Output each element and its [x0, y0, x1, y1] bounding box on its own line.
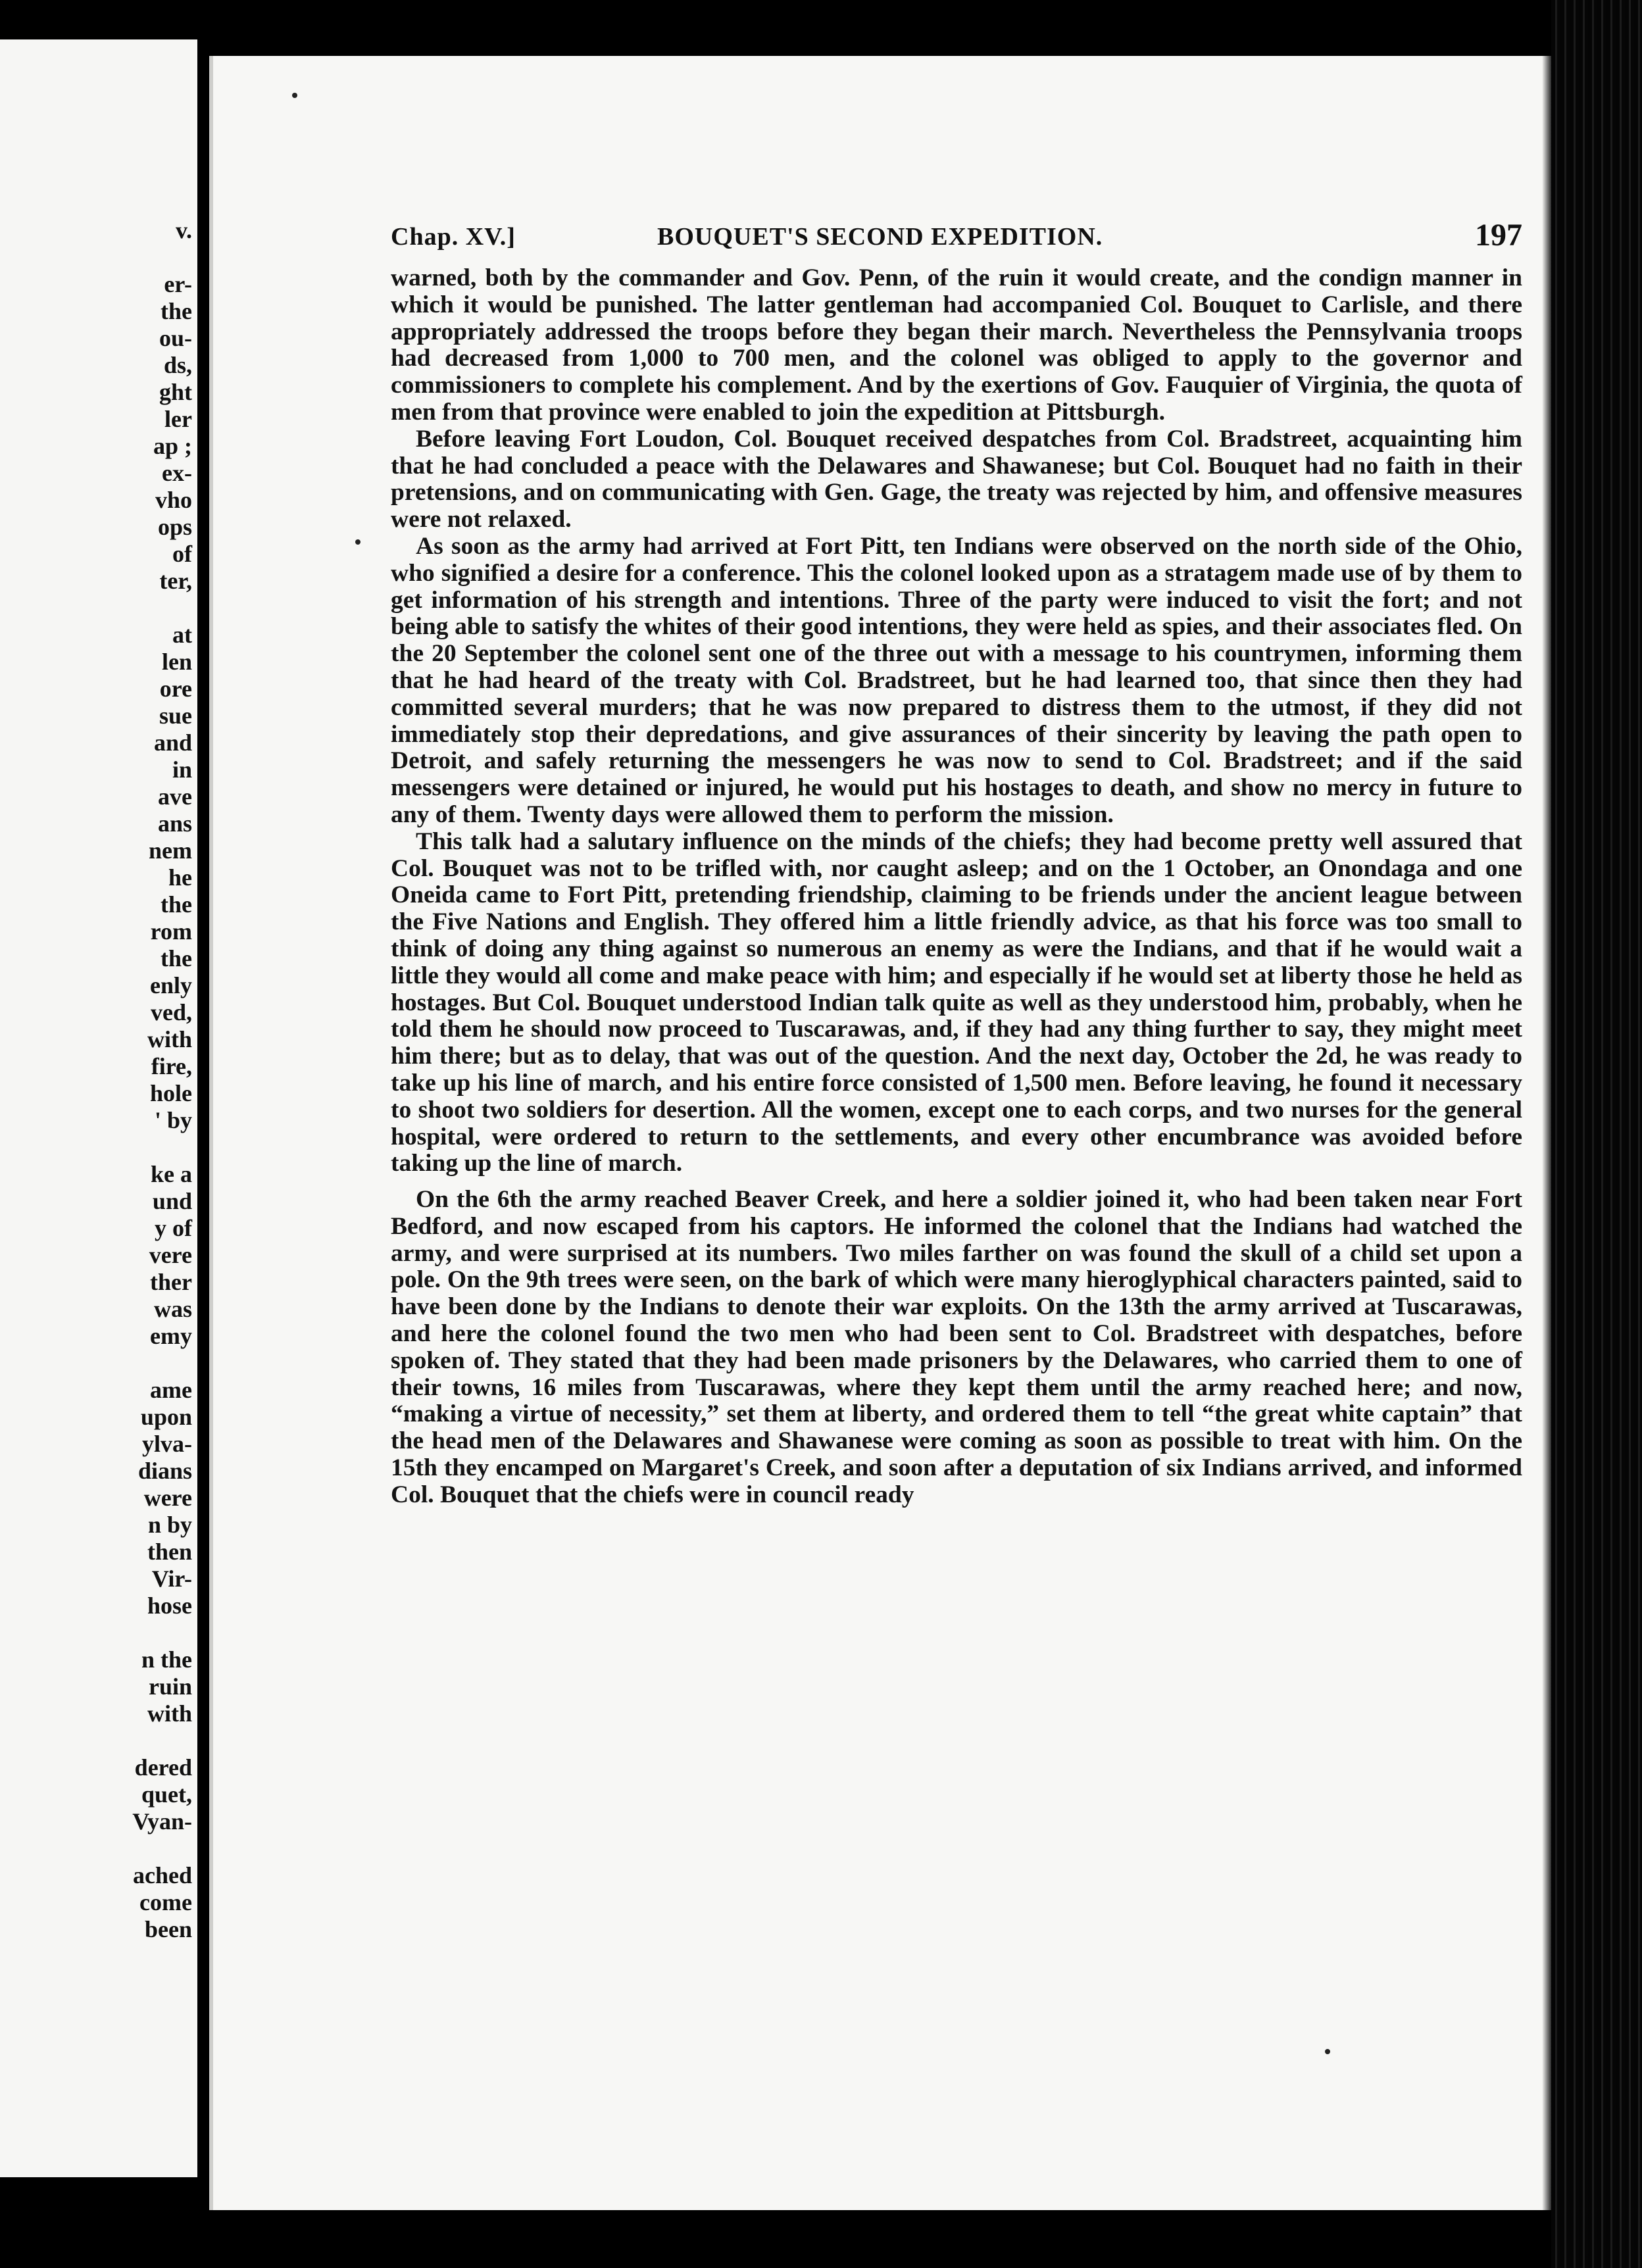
book-edge — [1551, 0, 1642, 2268]
speck-mark — [355, 539, 361, 545]
paragraph: warned, both by the commander and Gov. Penn, of the ruin it would create, and the condign manner in which it would be punished. The latter gentleman had accompanied Col. Bouquet to Carlisle, and there appropriately addressed the troops before they began their march. Nevertheless the Pennsylvania troops had decreased from 1,000 to 700 men, and the colonel was obliged to apply to the governor and commissioners to complete his complement. And by the exertions of Gov. Fauquier of Virginia, the quota of men from that province were enabled to join the expedition at Pittsburgh. — [391, 264, 1522, 426]
left-page-fragment: ler — [164, 406, 192, 432]
left-page-fragment: the — [161, 891, 192, 918]
left-page-fragment: ans — [157, 810, 192, 837]
left-page-fragment: ght — [159, 379, 192, 405]
left-page-fragment: n the — [141, 1646, 192, 1673]
left-page-fragment: were — [143, 1485, 192, 1511]
left-page-fragment — [47, 1619, 192, 1646]
left-page-fragment: enly — [149, 972, 192, 998]
left-page-fragment: ame — [150, 1377, 192, 1403]
running-title: BOUQUET'S SECOND EXPEDITION. — [657, 223, 1103, 251]
speck-mark — [1325, 2049, 1330, 2054]
left-page-fragment: ex- — [162, 460, 192, 486]
left-page-fragment: with — [147, 1700, 192, 1727]
left-page-fragment: he — [168, 864, 192, 891]
left-page-fragment: n by — [147, 1512, 192, 1538]
left-page-fragment: emy — [150, 1323, 192, 1349]
left-page-fragment: ter, — [159, 568, 192, 594]
left-page-fragment: ved, — [151, 999, 192, 1025]
left-page-fragment: ' by — [154, 1107, 192, 1133]
left-page-fragment: sue — [159, 703, 192, 729]
left-page-fragment — [47, 1134, 192, 1161]
left-page-fragment: vho — [155, 487, 192, 513]
left-page-fragment: ruin — [148, 1673, 192, 1700]
left-page-fragment: and — [153, 729, 192, 756]
left-page-fragment: v. — [175, 217, 192, 243]
left-page-fragment: ther — [150, 1269, 192, 1295]
left-page-fragment: dians — [137, 1458, 192, 1484]
left-page-fragment: then — [147, 1539, 192, 1565]
left-page-fragment: upon — [140, 1404, 192, 1430]
left-page-fragment: hose — [147, 1592, 192, 1619]
left-page — [0, 39, 197, 2177]
page-number: 197 — [1475, 218, 1522, 253]
left-page-fragment: with — [147, 1026, 192, 1052]
left-page-fragment: come — [139, 1889, 192, 1915]
left-page-fragment: nem — [149, 837, 192, 864]
left-page-fragment: y of — [155, 1215, 192, 1241]
paragraph: As soon as the army had arrived at Fort Pitt, ten Indians were observed on the north side of the Ohio, who signified a desire for a conference. This the colonel looked upon as a stratagem made use of by them to get information of his strength and intentions. Three of the party were induced to visit the fort; and not being able to satisfy the whites of their good intentions, they were held as spies, and their associates fled. On the 20 September the colonel sent one of the three out with a message to his countrymen, informing them that he had heard of the treaty with Col. Bradstreet, but he had learned too, that since then they had committed several murders; that he was now prepared to distress them to the utmost, if they did not immediately stop their depredations, and give assurances of their sincerity by leaving the path open to Detroit, and safely returning the messengers he was now to send to Col. Bradstreet; and if the said messengers were detained or injured, he would put his hostages to death, and show no mercy in future to any of them. Twenty days were allowed them to perform the mission. — [391, 532, 1522, 828]
left-page-fragment: been — [145, 1916, 192, 1942]
left-page-fragment — [47, 1835, 192, 1862]
left-page-fragment: ylva- — [142, 1431, 192, 1457]
chapter-label: Chap. XV.] — [391, 223, 516, 251]
left-page-fragment: the — [161, 298, 192, 324]
left-page-fragment: ds, — [163, 352, 192, 378]
left-page-fragment: at — [172, 622, 192, 648]
left-page-fragment: und — [152, 1188, 192, 1214]
paragraph: Before leaving Fort Loudon, Col. Bouquet received despatches from Col. Bradstreet, acquainting him that he had concluded a peace with the Delawares and Shawanese; but Col. Bouquet had no faith in their pretensions, and on communicating with Gen. Gage, the treaty was rejected by him, and offensive measures were not relaxed. — [391, 425, 1522, 533]
left-page-fragment: ops — [157, 514, 192, 540]
left-page-fragment — [47, 244, 192, 271]
running-header — [391, 217, 1522, 257]
left-page-fragment: fire, — [151, 1053, 192, 1079]
left-page-fragment: er- — [164, 271, 192, 297]
body-text — [391, 265, 1522, 1509]
paragraph: This talk had a salutary influence on the minds of the chiefs; they had become pretty well assured that Col. Bouquet was not to be trifled with, nor caught asleep; and on the 1 October, an Onondaga and one Oneida came to Fort Pitt, pretending friendship, claiming to be friends under the ancient league between the Five Nations and English. They offered him a little friendly advice, as that his force was too small to think of doing any thing against so numerous an enemy as were the Indians, and that if he would wait a little they would all come and make peace with him; and especially if he would set at liberty those he held as hostages. But Col. Bouquet understood Indian talk quite as well as they understood him, probably, when he told them he should now proceed to Tuscarawas, and, if they had any thing further to say, they might meet him there; but as to delay, that was out of the question. And the next day, October the 2d, he was ready to take up his line of march, and his entire force consisted of 1,500 men. Before leaving, he found it necessary to shoot two soldiers for desertion. All the women, except one to each corps, and two nurses for the general hospital, were ordered to return to the settlements, and every other encumbrance was avoided before taking up the line of march. — [391, 827, 1522, 1177]
left-page-fragment: ached — [133, 1862, 192, 1888]
left-page-fragment: the — [161, 945, 192, 972]
left-page-fragment: of — [172, 541, 192, 567]
left-page-fragment: quet, — [141, 1781, 192, 1808]
left-page-fragment: in — [172, 756, 192, 783]
left-page-fragment: ap ; — [153, 433, 192, 459]
main-page — [209, 56, 1551, 2210]
speck-mark — [292, 93, 297, 98]
left-page-fragment: rom — [150, 918, 192, 945]
paragraph: On the 6th the army reached Beaver Creek, and here a soldier joined it, who had been taken near Fort Bedford, and now escaped from his captors. He informed the colonel that the Indians had watched the army, and were surprised at its numbers. Two miles farther on was found the skull of a child set upon a pole. On the 9th trees were seen, on the bark of which were many hieroglyphical characters painted, said to have been done by the Indians to denote their war exploits. On the 13th the army arrived at Tuscarawas, and here the colonel found the two men who had been sent to Col. Bradstreet with despatches, before spoken of. They stated that they had been made prisoners by the Delawares, who carried them to one of their towns, 16 miles from Tuscarawas, where they kept them until the army reached here; and now, “making a virtue of necessity,” set them at liberty, and ordered them to tell “the great white captain” that the head men of the Delawares and Shawanese were coming as soon as possible to treat with him. On the 15th they encamped on Margaret's Creek, and soon after a deputation of six Indians arrived, and informed Col. Bouquet that the chiefs were in council ready — [391, 1186, 1522, 1508]
left-page-fragment — [47, 1350, 192, 1377]
left-page-fragment — [47, 1727, 192, 1754]
left-page-fragment: dered — [134, 1754, 192, 1781]
left-page-fragment: was — [153, 1296, 192, 1322]
left-page-fragment: vere — [149, 1242, 192, 1268]
left-page-fragment: len — [161, 649, 192, 675]
left-page-fragment: ore — [159, 676, 192, 702]
left-page-fragment: ke a — [151, 1161, 192, 1187]
left-page-fragment: ave — [158, 783, 192, 810]
left-page-fragment — [47, 595, 192, 622]
left-page-fragment: hole — [149, 1080, 192, 1106]
left-page-text-fragments — [47, 217, 192, 1943]
left-page-fragment: Vir- — [151, 1565, 192, 1592]
left-page-fragment: Vyan- — [132, 1808, 192, 1835]
book-gutter — [197, 0, 209, 2268]
left-page-fragment: ou- — [159, 325, 192, 351]
